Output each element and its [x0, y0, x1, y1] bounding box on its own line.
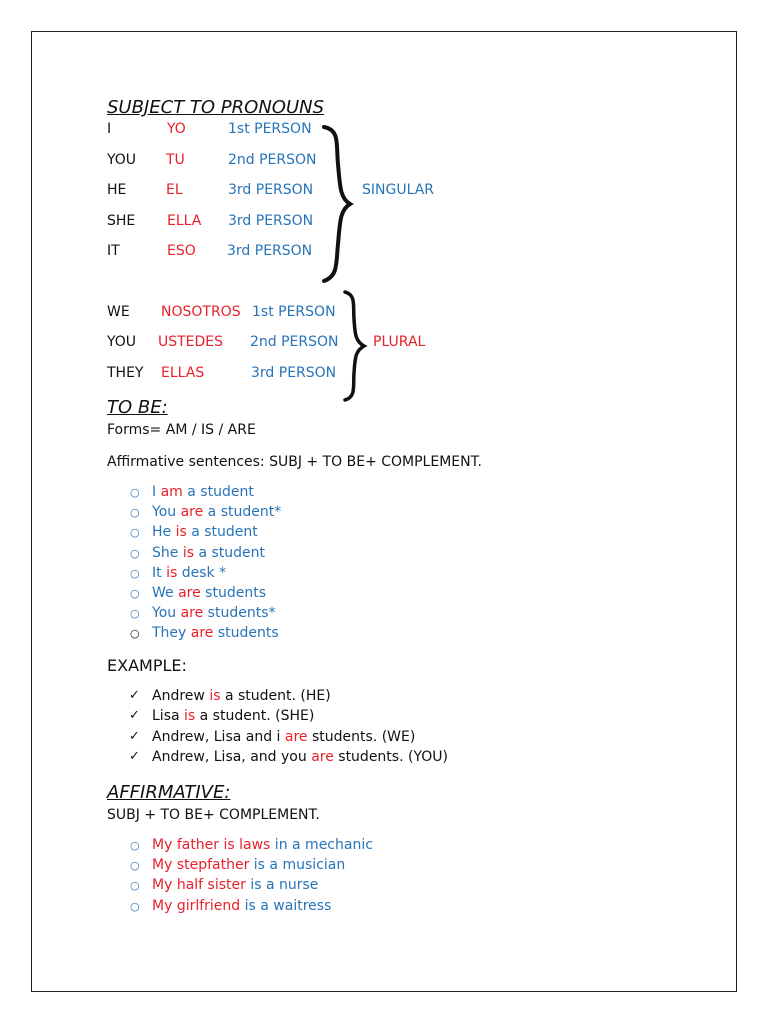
list-item	[152, 898, 331, 914]
circle-bullet-icon: ○	[130, 899, 140, 913]
subject-text: You	[152, 504, 181, 521]
complement-text: a student. (HE)	[220, 688, 331, 704]
complement-text: a student. (SHE)	[195, 708, 315, 725]
verb-text: is	[209, 688, 221, 704]
to-be-heading: TO BE:	[107, 397, 168, 418]
pronoun-es: YO	[167, 121, 186, 137]
subject-text: You	[152, 605, 181, 622]
complement-text: in a mechanic	[270, 837, 373, 853]
pronoun-en: YOU	[107, 334, 137, 350]
list-item	[152, 484, 254, 500]
list-item	[152, 708, 314, 724]
circle-bullet-icon: ○	[130, 486, 140, 499]
pronoun-en: IT	[107, 243, 120, 259]
subject-text: My half sister	[152, 877, 246, 894]
complement-text: is a nurse	[245, 877, 319, 894]
affirmative-rule-line: Affirmative sentences: SUBJ + TO BE+ COMPLEMENT.	[107, 454, 482, 470]
pronoun-person: 3rd PERSON	[228, 213, 314, 229]
pronoun-person: 3rd PERSON	[228, 182, 314, 198]
check-mark-icon: ✓	[129, 708, 140, 724]
subject-text: Andrew	[152, 688, 210, 704]
circle-bullet-icon: ○	[130, 566, 140, 580]
forms-line: Forms= AM / IS / ARE	[107, 422, 256, 438]
pronoun-en: HE	[107, 182, 127, 198]
affirmative-rule: SUBJ + TO BE+ COMPLEMENT.	[107, 807, 320, 823]
subject-text: My father is laws	[152, 837, 271, 853]
check-mark-icon: ✓	[129, 728, 140, 744]
pronoun-person: 1st PERSON	[228, 121, 312, 137]
example-heading: EXAMPLE:	[107, 656, 187, 675]
subject-text: I	[152, 484, 161, 500]
verb-text: am	[160, 484, 183, 500]
list-item	[152, 857, 345, 873]
list-item	[152, 605, 276, 621]
affirmative-heading: AFFIRMATIVE:	[107, 782, 231, 803]
pronoun-person: 3rd PERSON	[227, 243, 313, 259]
verb-text: are	[284, 728, 308, 745]
subject-text: My stepfather	[152, 857, 250, 874]
subject-text: We	[152, 585, 179, 601]
complement-text: students	[213, 625, 279, 642]
complement-text: students. (WE)	[307, 728, 416, 745]
complement-text: a student*	[203, 504, 282, 521]
verb-text: are	[311, 748, 334, 765]
subject-text: It	[152, 564, 167, 581]
pronoun-en: SHE	[107, 213, 136, 229]
pronoun-en: I	[107, 121, 112, 137]
verb-text: are	[180, 605, 204, 622]
complement-text: a student	[182, 484, 254, 500]
circle-bullet-icon: ○	[130, 627, 140, 641]
circle-bullet-icon: ○	[130, 506, 140, 520]
list-item	[152, 524, 258, 540]
check-mark-icon: ✓	[129, 748, 140, 764]
pronoun-en: THEY	[107, 365, 144, 381]
pronoun-en: YOU	[107, 152, 137, 168]
list-item	[152, 504, 281, 520]
verb-text: are	[180, 504, 204, 521]
verb-text: is	[166, 564, 178, 581]
subject-text: They	[152, 625, 191, 642]
pronoun-es: ELLA	[167, 213, 202, 229]
pronoun-person: 3rd PERSON	[251, 365, 337, 381]
list-item	[152, 877, 318, 893]
list-item	[152, 565, 226, 581]
complement-text: desk *	[177, 564, 227, 581]
pronoun-es: TU	[166, 152, 185, 168]
curly-brace-icon	[318, 124, 358, 284]
pronoun-en: WE	[107, 304, 130, 320]
list-item	[152, 625, 279, 641]
verb-text: are	[178, 585, 201, 601]
verb-text: are	[190, 625, 214, 642]
circle-bullet-icon: ○	[130, 607, 140, 621]
circle-bullet-icon: ○	[130, 859, 140, 873]
circle-bullet-icon: ○	[130, 879, 140, 893]
complement-text: students	[200, 585, 266, 601]
pronoun-person: 2nd PERSON	[228, 152, 317, 168]
circle-bullet-icon: ○	[130, 587, 140, 600]
list-item	[152, 837, 373, 853]
plural-label: PLURAL	[373, 334, 426, 350]
verb-text: is	[184, 708, 196, 725]
pronoun-es: EL	[166, 182, 183, 198]
curly-brace-icon	[340, 289, 370, 403]
pronoun-person: 2nd PERSON	[250, 334, 339, 350]
subject-text: Andrew, Lisa and i	[152, 728, 285, 745]
circle-bullet-icon: ○	[130, 546, 140, 560]
complement-text: a student	[194, 544, 266, 561]
verb-text: is	[182, 544, 195, 561]
list-item	[152, 545, 265, 561]
subject-text: He	[152, 524, 176, 541]
pronouns-heading: SUBJECT TO PRONOUNS	[107, 97, 325, 118]
list-item	[152, 688, 331, 704]
list-item	[152, 749, 448, 765]
pronoun-person: 1st PERSON	[252, 304, 336, 320]
check-mark-icon: ✓	[129, 688, 140, 703]
complement-text: students*	[203, 605, 276, 622]
circle-bullet-icon: ○	[130, 839, 140, 852]
complement-text: students. (YOU)	[333, 748, 448, 765]
complement-text: is a waitress	[240, 897, 332, 914]
subject-text: My girlfriend	[152, 897, 241, 914]
pronoun-es: ESO	[167, 243, 196, 259]
verb-text: is	[175, 524, 187, 541]
subject-text: She	[152, 544, 183, 561]
pronoun-es: ELLAS	[161, 365, 205, 381]
pronoun-es: USTEDES	[158, 334, 224, 350]
subject-text: Lisa	[152, 708, 185, 725]
list-item	[152, 585, 266, 601]
complement-text: a student	[186, 524, 258, 541]
list-item	[152, 729, 415, 745]
subject-text: Andrew, Lisa, and you	[152, 748, 312, 765]
circle-bullet-icon: ○	[130, 526, 140, 540]
pronoun-es: NOSOTROS	[161, 304, 241, 320]
singular-label: SINGULAR	[362, 182, 435, 198]
complement-text: is a musician	[249, 857, 346, 874]
